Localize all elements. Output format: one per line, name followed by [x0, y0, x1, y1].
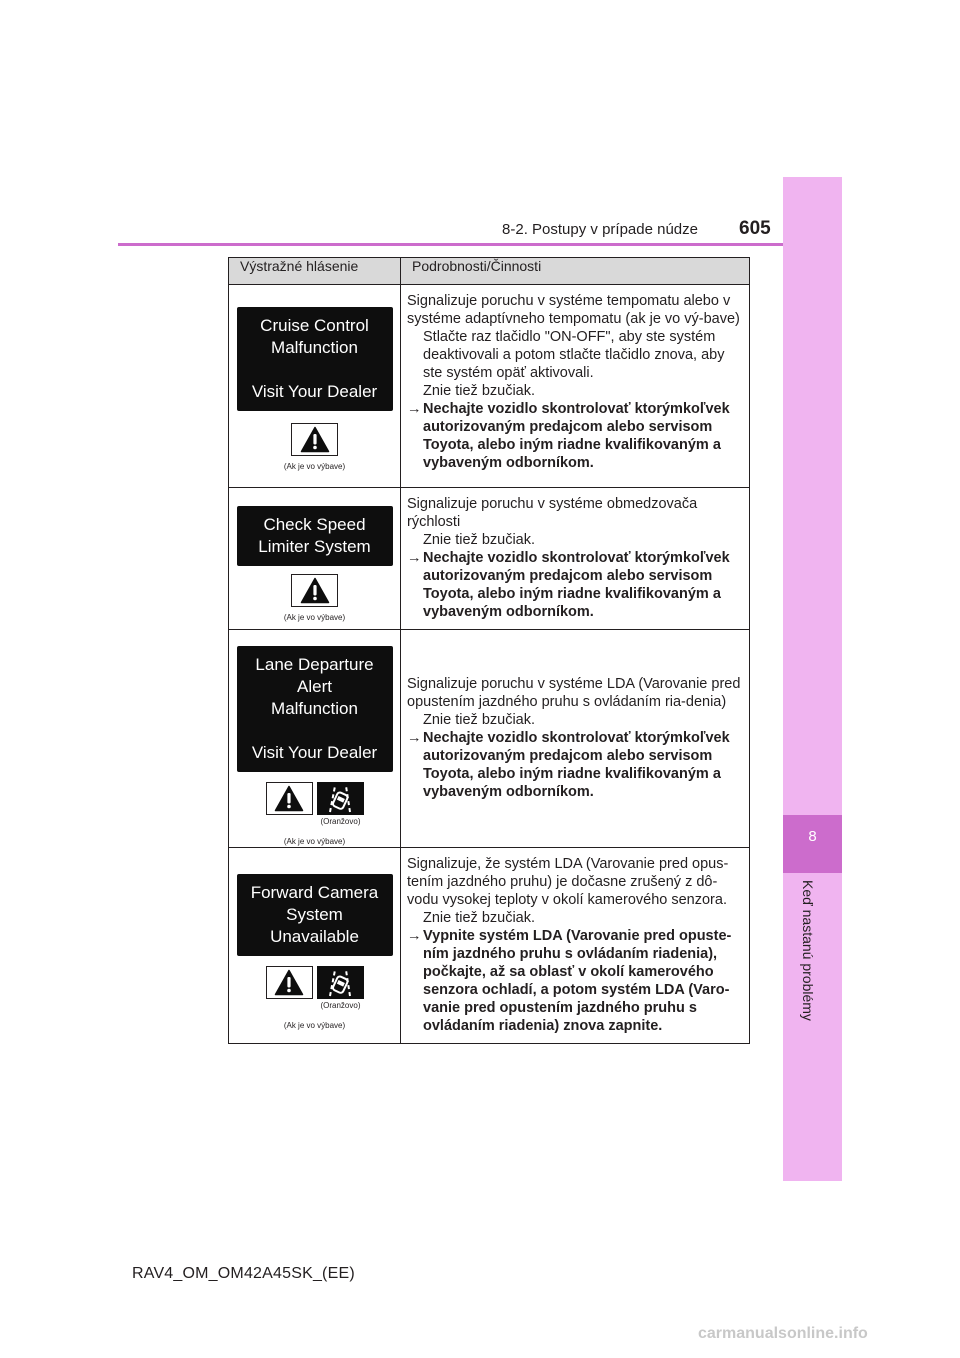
lane-departure-icon: [317, 782, 364, 815]
action-item: [407, 400, 743, 472]
display-line: Unavailable: [270, 927, 359, 946]
availability-note: (Ak je vo výbave): [283, 462, 346, 471]
arrow-right-icon: →: [407, 401, 422, 417]
warning-triangle-icon: [291, 574, 338, 607]
warning-triangle-icon: [266, 782, 313, 815]
lane-departure-icon: [317, 966, 364, 999]
availability-note: (Ak je vo výbave): [283, 837, 346, 846]
column-header-message: Výstražné hlásenie: [229, 258, 401, 285]
action-text: Nechajte vozidlo skontrolovať ktorýmkoľvek autorizovaným predajcom alebo servisom Toyota, alebo iným riadne kvalifikovaným a vybaveným odborníkom.: [423, 730, 730, 800]
display-line: Visit Your Dealer: [251, 743, 378, 762]
description-text: Signalizuje poruchu v systéme LDA (Varovanie pred opustením jazdného pruhu s ovládaním ria-denia): [407, 676, 741, 710]
step-text: Znie tiež bzučiak.: [423, 910, 536, 926]
details-cell: [401, 848, 750, 1044]
action-text: Vypnite systém LDA (Varovanie pred opuste-ním jazdného pruhu s ovládaním riadenia), počkajte, až sa oblasť v okolí kamerového senzora ochladí, a potom systém LDA (Varo-vanie pred opustením jazdného pruhu s ovládaním riadenia) znova zapnite.: [423, 928, 732, 1034]
warning-display-panel: [237, 874, 393, 956]
warning-triangle-icon: [266, 966, 313, 999]
availability-note: (Ak je vo výbave): [283, 1021, 346, 1030]
display-line: [237, 359, 393, 381]
icon-color-note: (Oranžovo): [320, 1001, 361, 1010]
indicator-icons: [229, 782, 400, 815]
description-text: Signalizuje poruchu v systéme tempomatu alebo v systéme adaptívneho tempomatu (ak je vo vý-bave): [407, 293, 740, 327]
step-text: Znie tiež bzučiak.: [423, 712, 536, 728]
warning-messages-table: [228, 257, 750, 1044]
action-item: [407, 549, 743, 621]
watermark: carmanualsonline.info: [698, 1325, 868, 1342]
warning-display-panel: [237, 506, 393, 566]
chapter-title: Keď nastanú problémy: [800, 880, 816, 1021]
warning-display-panel: [237, 307, 393, 411]
indicator-icons: [229, 966, 400, 999]
details-cell: [401, 630, 750, 848]
display-line: System: [286, 905, 343, 924]
table-header-row: [229, 258, 750, 285]
details-cell: [401, 488, 750, 630]
display-line: [237, 720, 393, 742]
column-header-details: Podrobnosti/Činnosti: [401, 258, 750, 285]
indicator-icons: [229, 574, 400, 607]
action-item: [407, 729, 743, 801]
description-text: Signalizuje, že systém LDA (Varovanie pred opus-tením jazdného pruhu) je dočasne zrušený z dô-vodu vysokej teploty v okolí kamerového senzora.: [407, 856, 729, 908]
step-text: Znie tiež bzučiak.: [423, 532, 536, 548]
details-cell: [401, 285, 750, 488]
document-code: RAV4_OM_OM42A45SK_(EE): [132, 1265, 355, 1282]
header-rule: [118, 243, 783, 246]
arrow-right-icon: →: [407, 730, 422, 746]
availability-note: (Ak je vo výbave): [283, 613, 346, 622]
display-line: Forward Camera: [250, 883, 379, 902]
action-text: Nechajte vozidlo skontrolovať ktorýmkoľvek autorizovaným predajcom alebo servisom Toyota, alebo iným riadne kvalifikovaným a vybaveným odborníkom.: [423, 550, 730, 620]
arrow-right-icon: →: [407, 550, 422, 566]
warning-message-cell: [229, 848, 401, 1044]
display-line: Check Speed: [263, 515, 366, 534]
display-line: Malfunction: [271, 699, 358, 718]
table-row: [229, 488, 750, 630]
display-line: Lane Departure: [255, 655, 374, 674]
display-line: Visit Your Dealer: [251, 382, 378, 401]
warning-message-cell: [229, 488, 401, 630]
step-text: Znie tiež bzučiak.: [423, 383, 536, 399]
arrow-right-icon: →: [407, 928, 422, 944]
display-line: Cruise Control: [260, 316, 369, 335]
display-line: Malfunction: [271, 338, 358, 357]
warning-triangle-icon: [291, 423, 338, 456]
step-text: Stlačte raz tlačidlo "ON-OFF", aby ste systém deaktivovali a potom stlačte tlačidlo znova, aby ste systém opäť aktivovali.: [423, 329, 725, 381]
table-row: [229, 848, 750, 1044]
chapter-number: 8: [808, 828, 817, 845]
warning-message-cell: [229, 285, 401, 488]
table-row: [229, 630, 750, 848]
table-row: [229, 285, 750, 488]
warning-message-cell: [229, 630, 401, 848]
action-text: Nechajte vozidlo skontrolovať ktorýmkoľvek autorizovaným predajcom alebo servisom Toyota, alebo iným riadne kvalifikovaným a vybaveným odborníkom.: [423, 401, 730, 471]
section-title: 8-2. Postupy v prípade núdze: [502, 221, 698, 238]
page-number: 605: [739, 218, 771, 239]
action-item: [407, 927, 743, 1035]
display-line: Alert: [297, 677, 332, 696]
indicator-icons: [229, 423, 400, 456]
icon-color-note: (Oranžovo): [320, 817, 361, 826]
warning-display-panel: [237, 646, 393, 772]
description-text: Signalizuje poruchu v systéme obmedzovača rýchlosti: [407, 496, 698, 530]
display-line: Limiter System: [258, 537, 371, 556]
